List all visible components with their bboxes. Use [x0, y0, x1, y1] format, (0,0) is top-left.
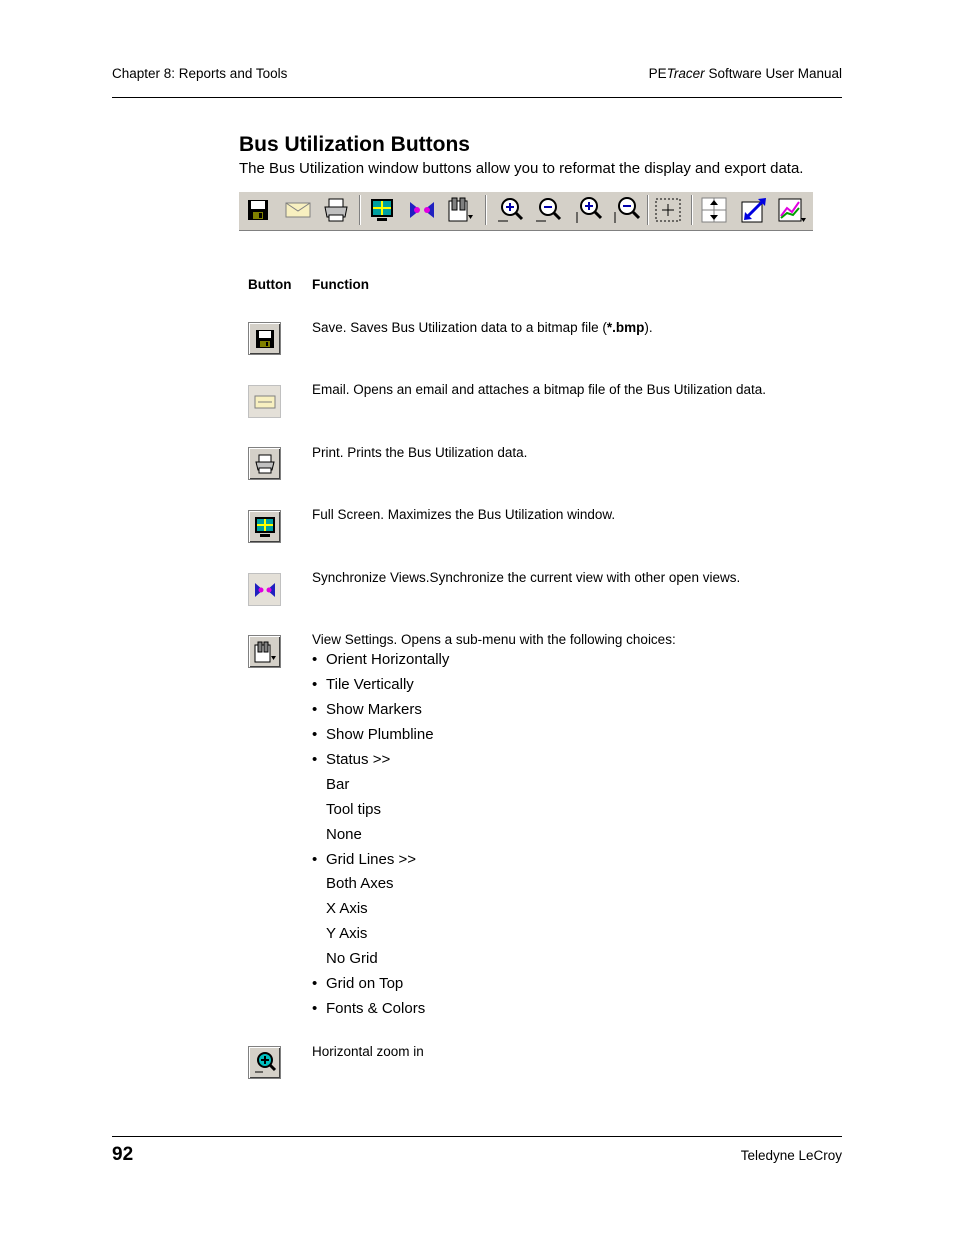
list-item: • Status >>: [312, 751, 391, 768]
select-area-icon[interactable]: [653, 195, 683, 225]
synchronize-icon[interactable]: [407, 195, 437, 225]
list-item: • Orient Horizontally: [312, 651, 450, 668]
save-icon: [248, 322, 281, 355]
view-settings-icon[interactable]: [445, 195, 475, 225]
row-save-text: Save. Saves Bus Utilization data to a bitmap file (*.bmp).: [312, 320, 653, 335]
row-email-text: Email. Opens an email and attaches a bitmap file of the Bus Utilization data.: [312, 382, 766, 397]
column-header-function: Function: [312, 277, 369, 292]
row-view-settings-text: View Settings. Opens a sub-menu with the following choices:: [312, 632, 676, 647]
horizontal-zoom-out-icon[interactable]: [533, 195, 563, 225]
row-horizontal-zoom-in-text: Horizontal zoom in: [312, 1044, 424, 1059]
row-print-text: Print. Prints the Bus Utilization data.: [312, 445, 528, 460]
sub-list-item: No Grid: [326, 950, 378, 967]
sub-list-item: X Axis: [326, 900, 368, 917]
print-icon: [248, 447, 281, 480]
synchronize-icon: [248, 573, 281, 606]
zoom-extents-icon[interactable]: [739, 195, 769, 225]
view-settings-icon: [248, 635, 281, 668]
fit-icon[interactable]: [699, 195, 729, 225]
row-synchronize-text: Synchronize Views.Synchronize the current view with other open views.: [312, 570, 741, 585]
section-intro: The Bus Utilization window buttons allow you to reformat the display and export data.: [239, 160, 804, 177]
sub-list-item: None: [326, 826, 362, 843]
list-item: • Tile Vertically: [312, 676, 414, 693]
section-title: Bus Utilization Buttons: [239, 133, 470, 156]
page-number: 92: [112, 1144, 134, 1165]
email-icon[interactable]: [283, 195, 313, 225]
list-item: • Show Markers: [312, 701, 422, 718]
vertical-zoom-out-icon[interactable]: [611, 195, 641, 225]
bus-utilization-toolbar: [239, 191, 813, 231]
full-screen-icon[interactable]: [367, 195, 397, 225]
list-item: • Grid on Top: [312, 975, 404, 992]
footer-rule: [112, 1136, 842, 1137]
horizontal-zoom-in-icon: [248, 1046, 281, 1079]
list-item: • Fonts & Colors: [312, 1000, 426, 1017]
sub-list-item: Both Axes: [326, 875, 394, 892]
save-icon[interactable]: [243, 195, 273, 225]
email-icon: [248, 385, 281, 418]
sub-list-item: Bar: [326, 776, 350, 793]
vertical-zoom-in-icon[interactable]: [573, 195, 603, 225]
footer-company: Teledyne LeCroy: [740, 1148, 842, 1163]
sub-list-item: Y Axis: [326, 925, 368, 942]
column-header-button: Button: [248, 277, 292, 292]
running-header-title: PETracer Software User Manual: [648, 66, 842, 81]
row-full-screen-text: Full Screen. Maximizes the Bus Utilization window.: [312, 507, 616, 522]
running-header-chapter: Chapter 8: Reports and Tools: [112, 66, 288, 81]
sub-list-item: Tool tips: [326, 801, 382, 818]
list-item: • Grid Lines >>: [312, 851, 417, 868]
list-item: • Show Plumbline: [312, 726, 434, 743]
graph-options-icon[interactable]: [777, 195, 807, 225]
full-screen-icon: [248, 510, 281, 543]
horizontal-zoom-in-icon[interactable]: [495, 195, 525, 225]
print-icon[interactable]: [321, 195, 351, 225]
header-rule: [112, 97, 842, 98]
